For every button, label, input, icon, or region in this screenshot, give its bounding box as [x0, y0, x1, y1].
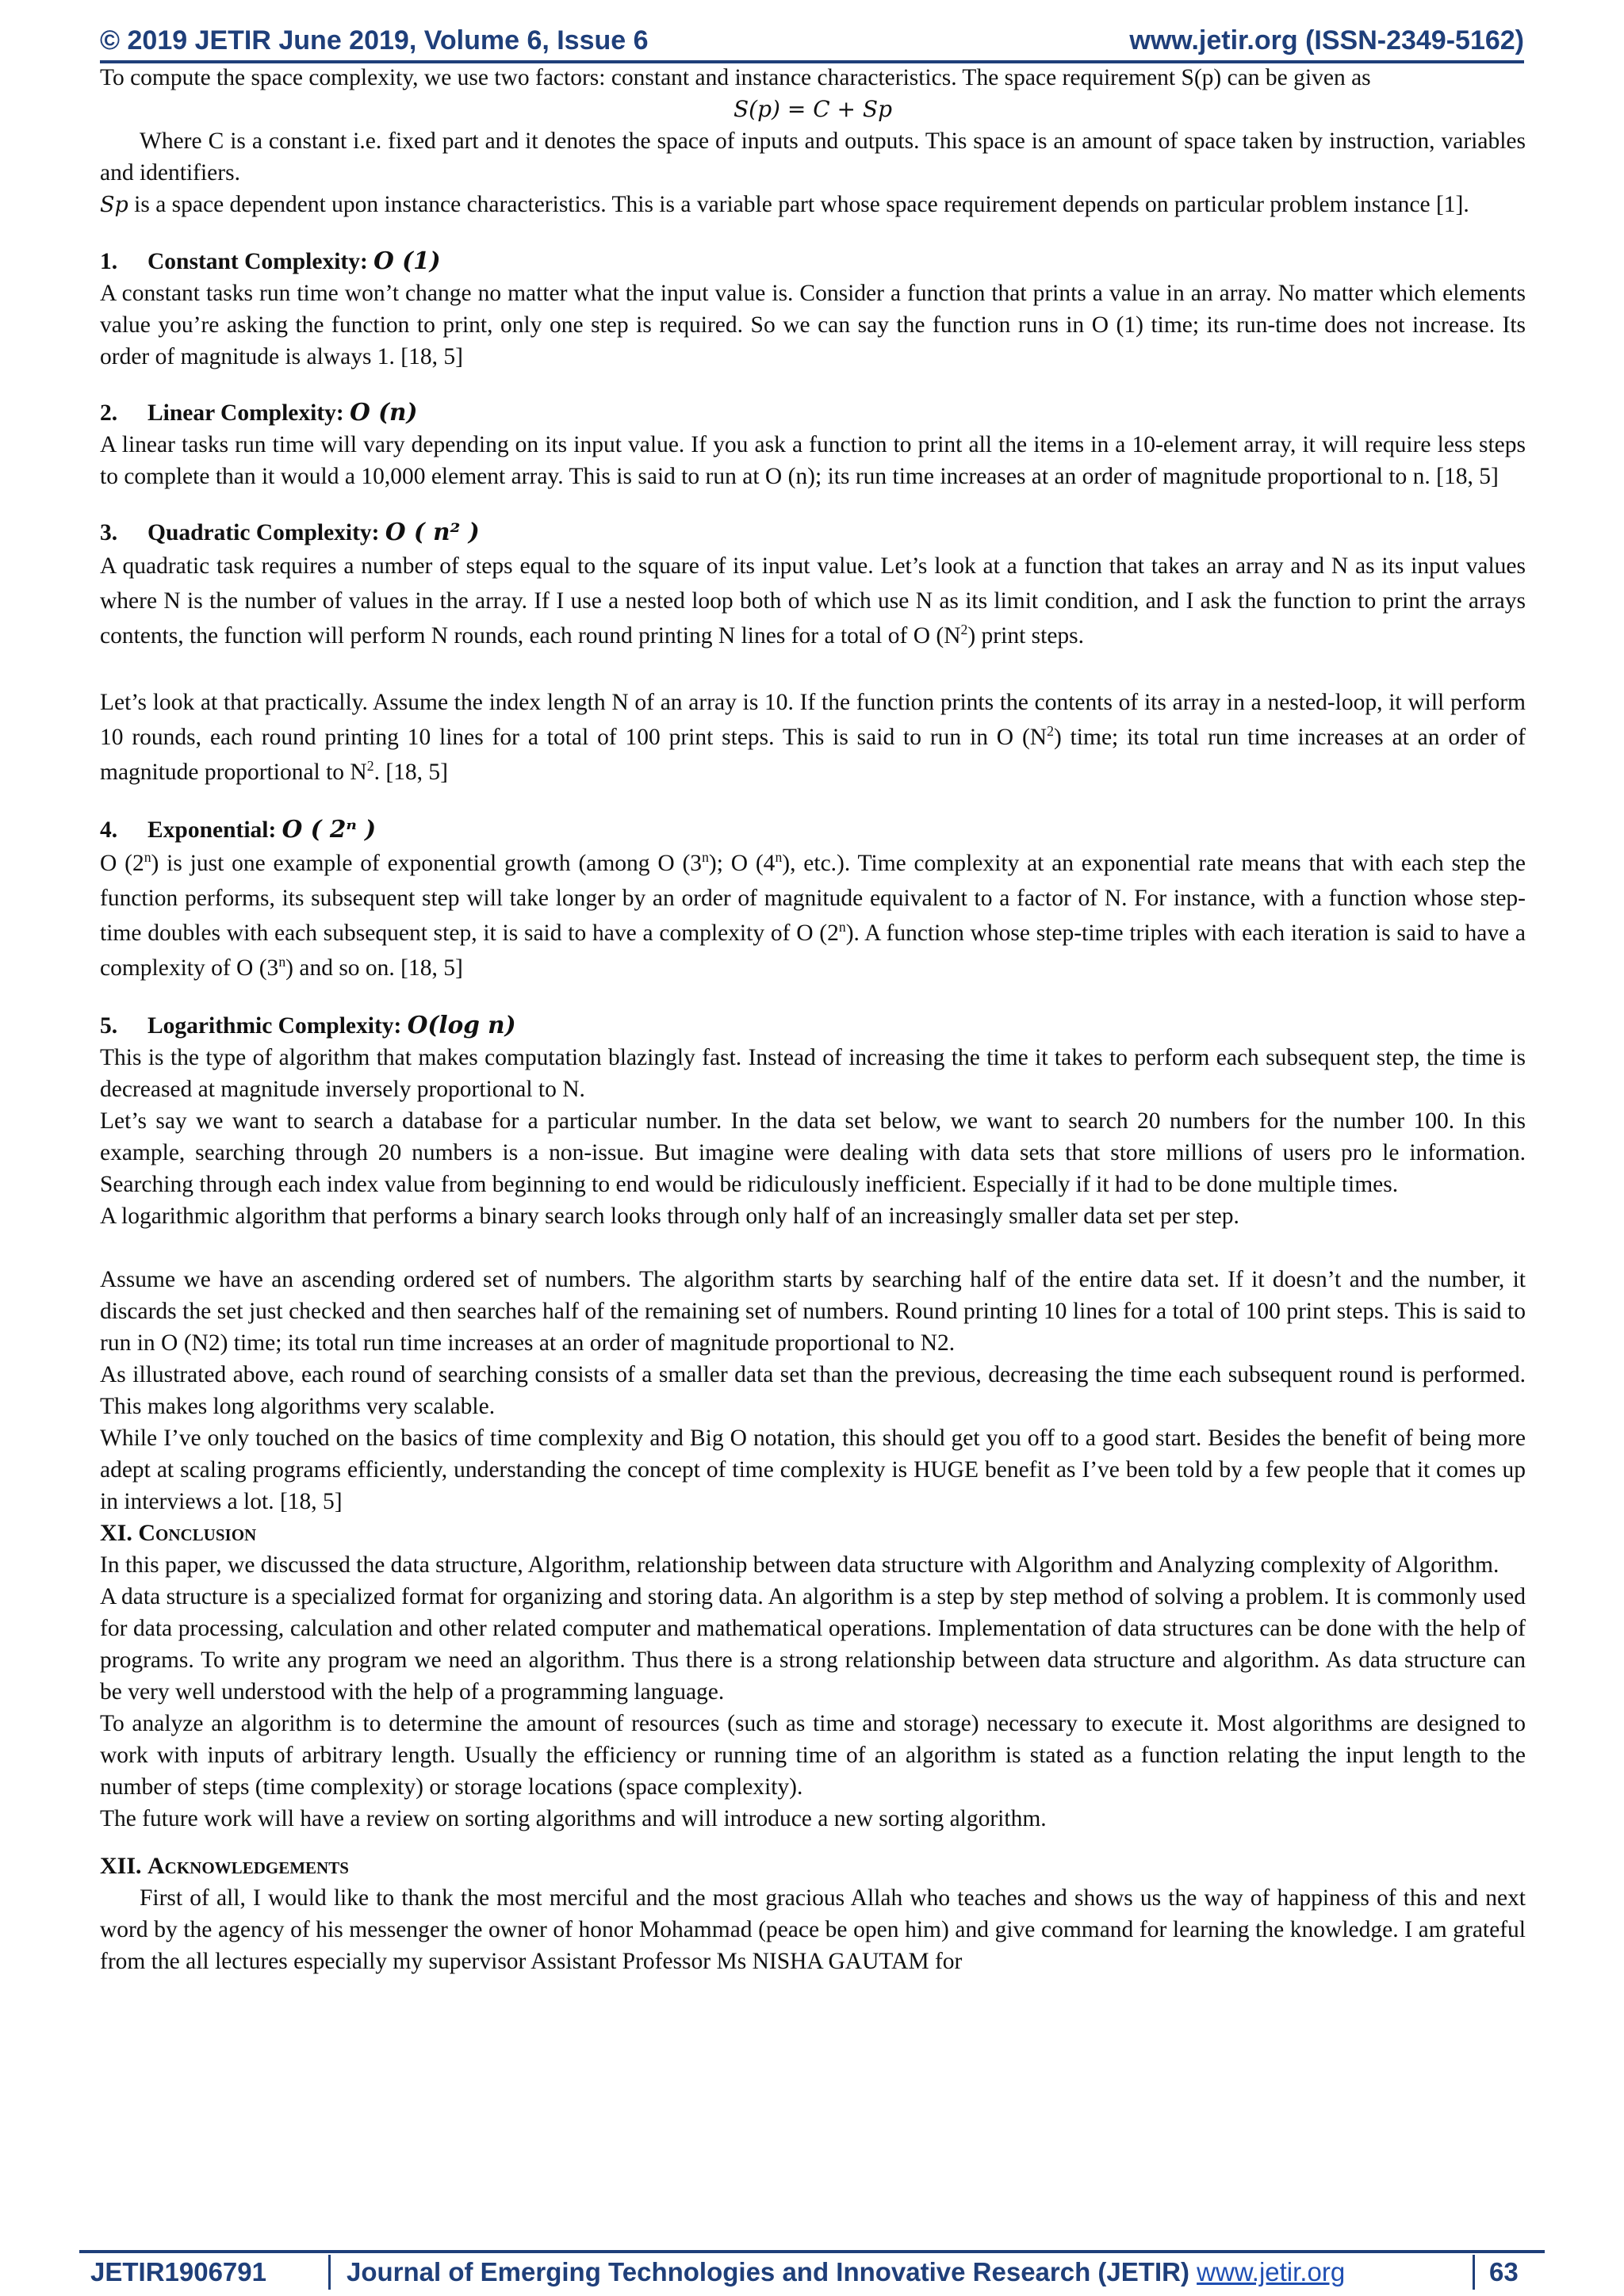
- text: . [18, 5]: [373, 760, 448, 785]
- section-title: Conclusion: [138, 1520, 257, 1546]
- sp-symbol: Sp: [100, 193, 128, 217]
- superscript: 2: [960, 622, 968, 638]
- heading-number: 1.: [100, 249, 118, 274]
- paragraph: [100, 685, 1526, 790]
- footer-journal: [331, 2255, 1475, 2290]
- footer-paper-id: JETIR1906791: [79, 2255, 331, 2290]
- paragraph: [100, 189, 1526, 221]
- heading-title: Logarithmic Complexity:: [147, 1013, 408, 1039]
- heading-title: Exponential:: [147, 817, 282, 843]
- subsection-heading-logarithmic: [100, 1009, 1526, 1042]
- superscript: n: [838, 919, 846, 936]
- superscript: 2: [1047, 723, 1054, 740]
- paragraph: [100, 846, 1526, 985]
- heading-title: Linear Complexity:: [147, 400, 350, 426]
- section-heading-conclusion: [100, 1517, 1526, 1549]
- subsection-heading-constant: [100, 245, 1526, 277]
- text: ) is just one example of exponential growth (among O (3: [151, 851, 703, 876]
- paragraph: To compute the space complexity, we use two factors: constant and instance characteristics. The space requirement S(p) can be given as: [100, 65, 1371, 90]
- text: ). A function whose step-time triples with each iteration is said to have a complexity of O (3: [100, 920, 1526, 981]
- paragraph-text: is a space dependent upon instance characteristics. This is a variable part whose space requirement depends on particular problem instance [1].: [128, 192, 1469, 217]
- article-body: [100, 62, 1526, 1977]
- superscript: n: [278, 954, 286, 970]
- heading-math: O (n): [350, 398, 418, 426]
- paragraph: Assume we have an ascending ordered set of numbers. The algorithm starts by searching half of the entire data set. If it doesn’t and the number, it discards the set just checked and then searches half of the remaining set of numbers. Round printing 10 lines for a total of 100 print steps. This is said to run in O (N2) time; its total run time increases at an order of magnitude proportional to N2.: [100, 1267, 1526, 1356]
- paragraph: A linear tasks run time will vary depending on its input value. If you ask a function to print all the items in a 10-element array, it will require less steps to complete than it would a 10,000 element array. This is said to run at O (n); its run time increases at an order of magnitude proportional to n. [18, 5]: [100, 432, 1526, 489]
- heading-math: O ( 2ⁿ ): [282, 815, 377, 843]
- header-website-issn: www.jetir.org (ISSN-2349-5162): [1129, 25, 1524, 55]
- paragraph: This is the type of algorithm that makes computation blazingly fast. Instead of increasing the time it takes to perform each subsequent step, the time is decreased at magnitude inversely proportional to N.: [100, 1045, 1526, 1102]
- section-title: Acknowledgements: [147, 1853, 349, 1879]
- paragraph: First of all, I would like to thank the most merciful and the most gracious Allah who teaches and shows us the way of happiness of this and next word by the agency of his messenger the owner of honor Mohammad (peace be open him) and give command for learning the knowledge. I am grateful from the all lectures especially my supervisor Assistant Professor Ms NISHA GAUTAM for: [100, 1885, 1526, 1974]
- paragraph: In this paper, we discussed the data structure, Algorithm, relationship between data structure with Algorithm and Analyzing complexity of Algorithm.: [100, 1552, 1500, 1578]
- text: A quadratic task requires a number of steps equal to the square of its input value. Let’s look at a function that takes an array and N as its input values where N is the number of values in the array. If I use a nested loop both of which use N as its limit condition, and I ask the function to print the arrays contents, the function will perform N rounds, each round printing N lines for a total of O (N: [100, 553, 1526, 649]
- text: ) time; its total run time increases at an order of magnitude proportional to N: [100, 725, 1526, 785]
- section-number: XII.: [100, 1853, 148, 1879]
- paragraph: To analyze an algorithm is to determine the amount of resources (such as time and storage) necessary to execute it. Most algorithms are designed to work with inputs of arbitrary length. Usually the efficiency or running time of an algorithm is stated as a function relating the input length to the number of steps (time complexity) or storage locations (space complexity).: [100, 1711, 1526, 1800]
- heading-title: Constant Complexity:: [147, 249, 374, 274]
- paragraph: While I’ve only touched on the basics of time complexity and Big O notation, this should get you off to a good start. Besides the benefit of being more adept at scaling programs efficiently, understanding the concept of time complexity is HUGE benefit as I’ve been told by a few people that it comes up in interviews a lot. [18, 5]: [100, 1425, 1526, 1514]
- subsection-heading-quadratic: [100, 516, 1526, 549]
- footer-journal-name: Journal of Emerging Technologies and Innovative Research (JETIR): [347, 2257, 1197, 2286]
- paragraph: As illustrated above, each round of searching consists of a smaller data set than the previous, decreasing the time each subsequent round is performed. This makes long algorithms very scalable.: [100, 1362, 1526, 1419]
- paragraph: Where C is a constant i.e. fixed part and it denotes the space of inputs and outputs. This space is an amount of space taken by instruction, variables and identifiers.: [100, 128, 1526, 186]
- subsection-heading-exponential: [100, 813, 1526, 846]
- page-number: 63: [1489, 2257, 1519, 2286]
- paragraph: The future work will have a review on sorting algorithms and will introduce a new sorting algorithm.: [100, 1806, 1047, 1831]
- subsection-heading-linear: [100, 396, 1526, 429]
- superscript: n: [775, 849, 783, 866]
- section-number: XI.: [100, 1520, 139, 1546]
- text: ) and so on. [18, 5]: [285, 955, 463, 981]
- superscript: n: [702, 849, 709, 866]
- space-equation: S(p) = C + Sp: [733, 96, 892, 122]
- superscript: 2: [366, 758, 374, 775]
- journal-footer: [79, 2250, 1545, 2291]
- heading-title: Quadratic Complexity:: [147, 520, 385, 545]
- header-issue-info: © 2019 JETIR June 2019, Volume 6, Issue 6: [100, 25, 649, 55]
- paragraph: Let’s say we want to search a database for a particular number. In the data set below, we want to search 20 numbers for the number 100. In this example, searching through 20 numbers is a non-issue. But imagine were dealing with data sets that store millions of users pro le information. Searching through each index value from beginning to end would be ridiculously inefficient. Especially if it had to be done multiple times.: [100, 1108, 1526, 1197]
- paragraph: A logarithmic algorithm that performs a binary search looks through only half of an increasingly smaller data set per step.: [100, 1203, 1239, 1229]
- paragraph: [100, 549, 1526, 653]
- heading-number: 5.: [100, 1013, 118, 1039]
- heading-number: 3.: [100, 520, 118, 545]
- heading-math: O(log n): [407, 1011, 516, 1039]
- text: ) print steps.: [967, 623, 1085, 649]
- text: ); O (4: [708, 851, 776, 876]
- heading-math: O ( n² ): [385, 518, 480, 545]
- text: Let’s look at that practically. Assume the index length N of an array is 10. If the function prints the contents of its array in a nested-loop, it will perform 10 rounds, each round printing 10 lines for a total of 100 print steps. This is said to run in O (N: [100, 690, 1526, 750]
- superscript: n: [144, 849, 151, 866]
- footer-website-link[interactable]: www.jetir.org: [1197, 2257, 1346, 2286]
- section-heading-acknowledgements: [100, 1850, 1526, 1882]
- heading-number: 2.: [100, 400, 118, 426]
- paragraph: A data structure is a specialized format for organizing and storing data. An algorithm is a step by step method of solving a problem. It is commonly used for data processing, calculation and other related computer and mathematical operations. Implementation of data structures can be done with the help of programs. To write any program we need an algorithm. Thus there is a strong relationship between data structure and algorithm. As data structure can be very well understood with the help of a programming language.: [100, 1584, 1526, 1705]
- text: O (2: [100, 851, 144, 876]
- heading-math: O (1): [373, 247, 441, 274]
- heading-number: 4.: [100, 817, 118, 843]
- text: ), etc.). Time complexity at an exponential rate means that with each step the function performs, its subsequent step will take longer by an order of magnitude equivalent to a factor of N. For instance, with a function whose step-time doubles with each subsequent step, it is said to have a complexity of O (2: [100, 851, 1526, 946]
- paragraph: A constant tasks run time won’t change no matter what the input value is. Consider a function that prints a value in an array. No matter which elements value you’re asking the function to print, only one step is required. So we can say the function runs in O (1) time; its run-time does not increase. Its order of magnitude is always 1. [18, 5]: [100, 281, 1526, 369]
- journal-header: [100, 21, 1524, 63]
